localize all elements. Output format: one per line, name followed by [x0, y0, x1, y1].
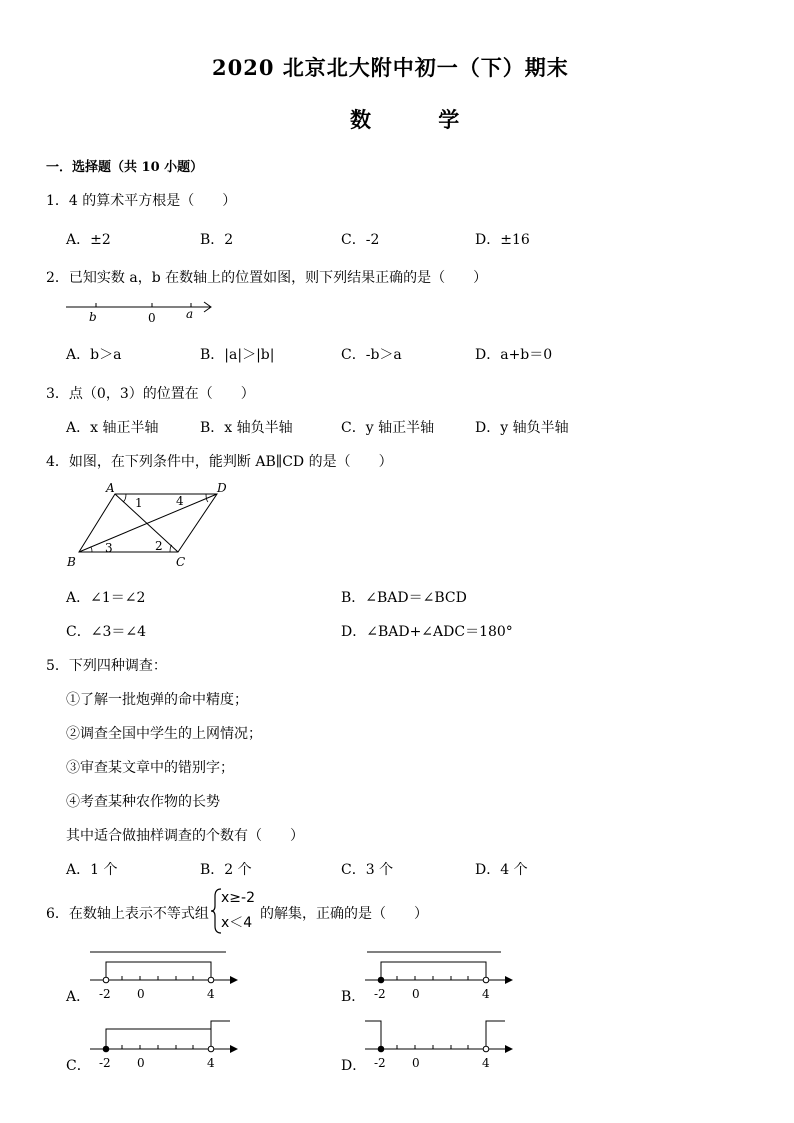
q6-stem-post: 的解集，正确的是（ ） — [260, 906, 428, 922]
q4-label-C: C — [176, 555, 186, 569]
page-title: 2020 北京北大附中初一（下）期末 — [212, 55, 569, 80]
q6-a-tick-4: 4 — [207, 987, 215, 1001]
q5-item-1: ①了解一批炮弹的命中精度； — [66, 692, 248, 708]
q3-option-d: D．y 轴负半轴 — [475, 420, 569, 436]
q4-option-d: D．∠BAD+∠ADC＝180° — [341, 624, 513, 640]
q1-stem: 1．4 的算术平方根是（ ） — [46, 193, 237, 209]
q2-label-a: a — [186, 307, 194, 321]
q4-label-A: A — [106, 481, 115, 495]
q3-option-c: C．y 轴正半轴 — [341, 420, 435, 436]
q6-b-tick-neg2: -2 — [374, 987, 386, 1001]
q6-inequality-2: x＜4 — [221, 915, 253, 931]
q4-option-c: C．∠3＝∠4 — [66, 624, 146, 640]
q4-option-b: B．∠BAD＝∠BCD — [341, 590, 467, 606]
q6-d-tick-4: 4 — [482, 1056, 490, 1070]
q5-item-4: ④考查某种农作物的长势 — [66, 794, 220, 810]
q5-item-2: ②调查全国中学生的上网情况； — [66, 726, 262, 742]
q6-option-b-letter: B． — [341, 989, 366, 1005]
q4-stem: 4．如图，在下列条件中，能判断 AB∥CD 的是（ ） — [46, 454, 393, 470]
q6-d-tick-neg2: -2 — [374, 1056, 386, 1070]
q6-c-tick-0: 0 — [137, 1056, 145, 1070]
q6-c-tick-4: 4 — [207, 1056, 215, 1070]
q2-label-zero: 0 — [148, 311, 156, 325]
q5-option-c: C．3 个 — [341, 862, 394, 878]
q5-stem: 5．下列四种调查： — [46, 658, 167, 674]
q4-label-B: B — [67, 555, 76, 569]
q6-option-d-number-line — [365, 1013, 515, 1073]
q5-option-a: A．1 个 — [66, 862, 118, 878]
q6-stem-pre: 6．在数轴上表示不等式组 — [46, 906, 209, 922]
q6-option-b-number-line — [365, 944, 515, 1004]
q2-number-line — [60, 298, 220, 328]
q6-option-d-letter: D． — [341, 1058, 367, 1074]
q6-b-tick-4: 4 — [482, 987, 490, 1001]
q1-option-a: A．±2 — [66, 232, 111, 248]
page-subject: 数 学 — [350, 107, 490, 132]
q5-question: 其中适合做抽样调查的个数有（ ） — [66, 828, 304, 844]
q6-d-tick-0: 0 — [412, 1056, 420, 1070]
q6-c-tick-neg2: -2 — [99, 1056, 111, 1070]
q6-option-c-number-line — [90, 1013, 240, 1073]
section-title: 一．选择题（共 10 小题） — [46, 160, 204, 175]
q2-option-c: C．-b＞a — [341, 347, 402, 363]
q1-option-c: C．-2 — [341, 232, 380, 248]
q5-item-3: ③审查某文章中的错别字； — [66, 760, 234, 776]
q1-option-b: B．2 — [200, 232, 234, 248]
q3-stem: 3．点（0，3）的位置在（ ） — [46, 386, 255, 402]
q3-option-b: B．x 轴负半轴 — [200, 420, 293, 436]
q4-label-4: 4 — [176, 494, 184, 508]
q4-label-D: D — [217, 481, 227, 495]
q6-option-a-number-line — [90, 944, 240, 1004]
q6-a-tick-neg2: -2 — [99, 987, 111, 1001]
q4-label-2: 2 — [155, 539, 163, 553]
q2-option-d: D．a+b＝0 — [475, 347, 553, 363]
q4-figure — [60, 478, 240, 573]
q4-option-a: A．∠1＝∠2 — [66, 590, 146, 606]
q2-label-b: b — [89, 310, 97, 324]
q5-option-d: D．4 个 — [475, 862, 528, 878]
q6-option-c-letter: C． — [66, 1058, 91, 1074]
q6-inequality-1: x≥-2 — [221, 890, 255, 906]
q4-label-3: 3 — [105, 541, 113, 555]
q1-option-d: D．±16 — [475, 232, 530, 248]
q6-b-tick-0: 0 — [412, 987, 420, 1001]
q3-option-a: A．x 轴正半轴 — [66, 420, 159, 436]
q2-stem: 2．已知实数 a，b 在数轴上的位置如图，则下列结果正确的是（ ） — [46, 270, 488, 286]
q6-option-a-letter: A． — [66, 989, 91, 1005]
q2-option-b: B．|a|＞|b| — [200, 347, 275, 363]
q5-option-b: B．2 个 — [200, 862, 252, 878]
q6-a-tick-0: 0 — [137, 987, 145, 1001]
q2-option-a: A．b＞a — [66, 347, 122, 363]
q4-label-1: 1 — [135, 496, 143, 510]
